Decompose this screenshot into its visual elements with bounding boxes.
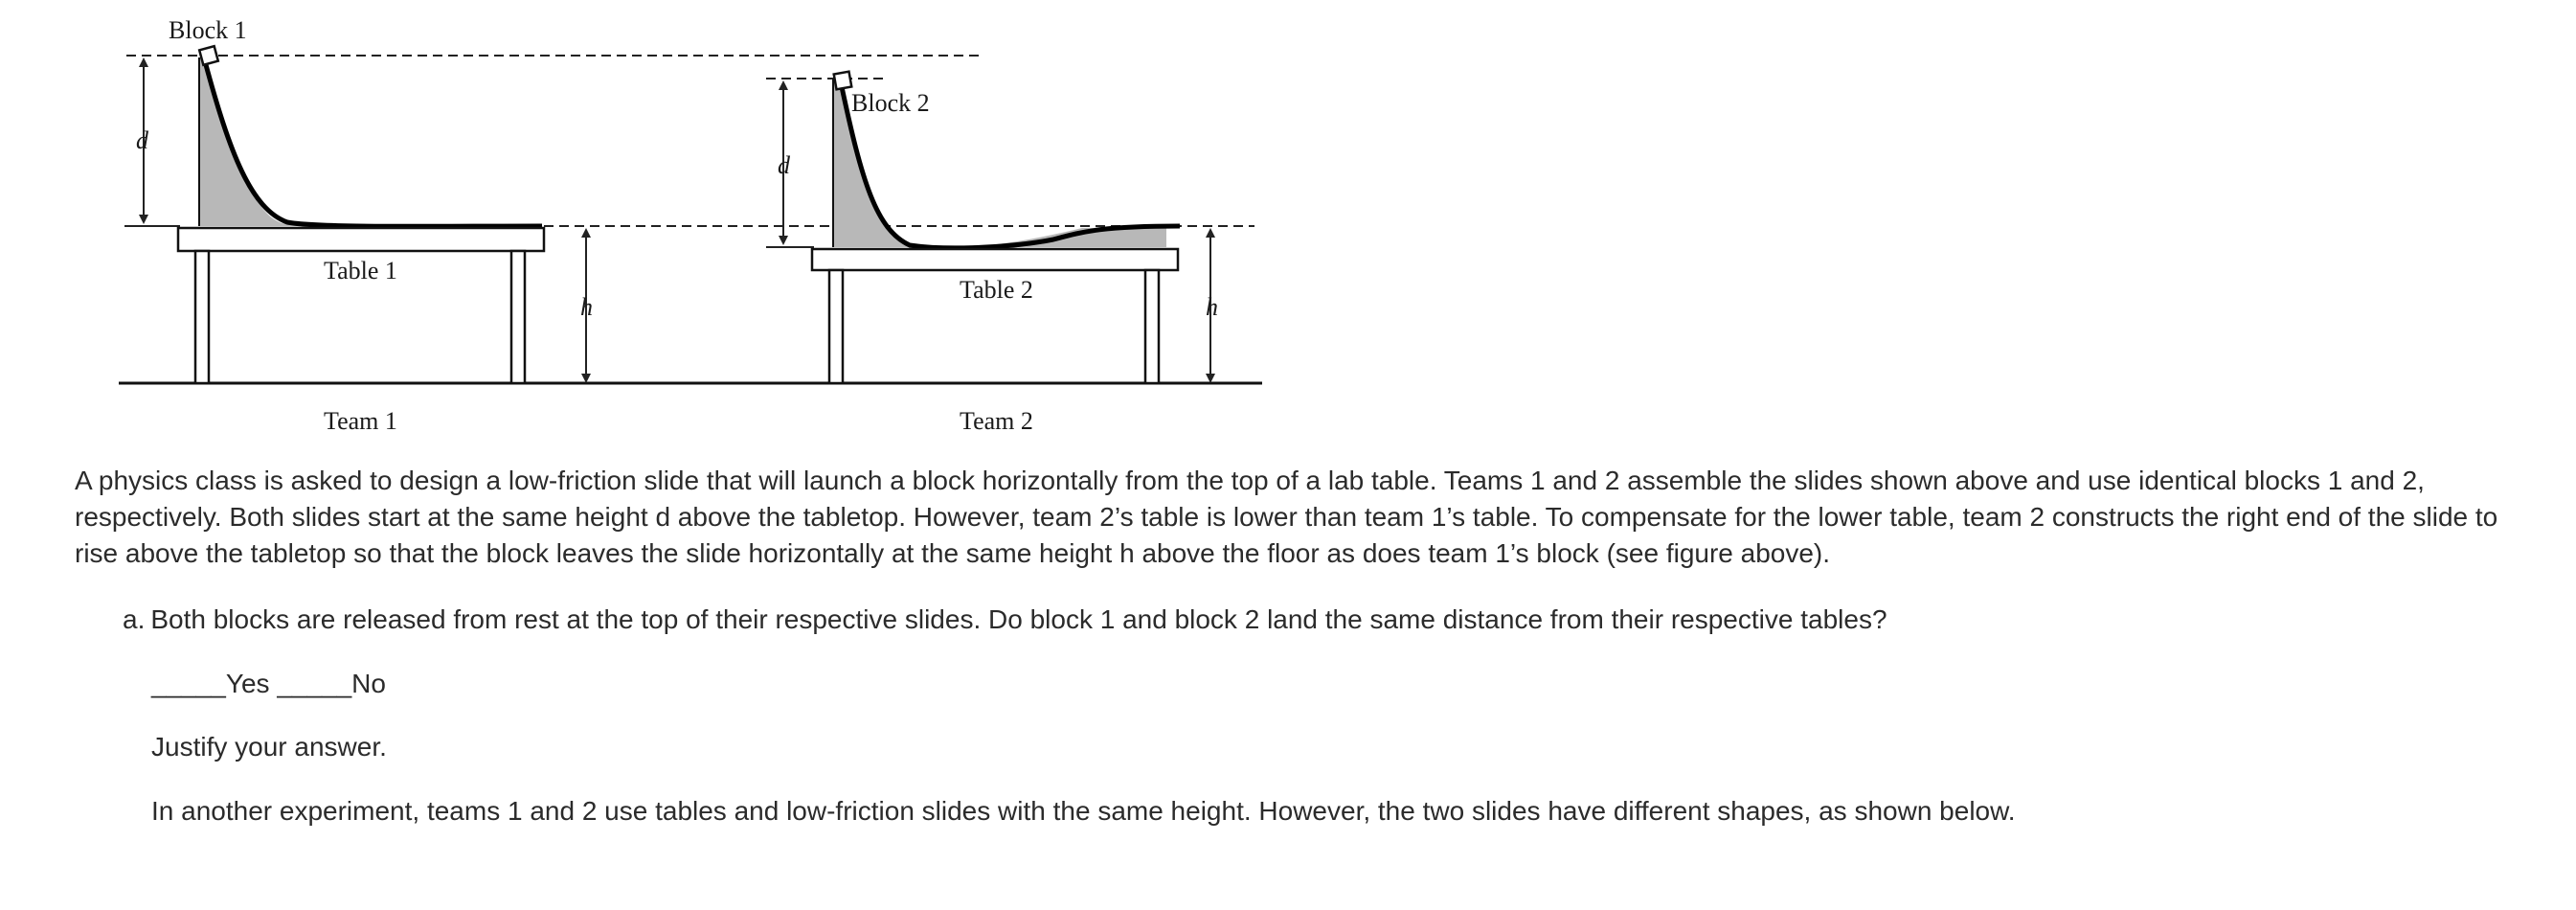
d2-label: d xyxy=(778,151,790,179)
d2-arrow-bottom xyxy=(779,236,788,245)
slide-diagram xyxy=(0,0,1283,450)
h1-label: h xyxy=(580,293,593,321)
h1-arrow-top xyxy=(581,228,591,238)
table1-left-leg xyxy=(195,251,209,383)
table1-label: Table 1 xyxy=(324,257,397,284)
team2-label: Team 2 xyxy=(960,407,1033,435)
team1-label: Team 1 xyxy=(324,407,397,435)
table2-top xyxy=(812,249,1178,270)
table2-right-leg xyxy=(1145,270,1159,383)
another-experiment-text: In another experiment, teams 1 and 2 use tables and low-friction slides with the same height. However, the two slides have different shapes, as shown below. xyxy=(151,796,2016,826)
block1 xyxy=(199,46,218,65)
h2-arrow-top xyxy=(1206,228,1215,238)
yes-no-answer-options: _____Yes _____No xyxy=(151,669,386,698)
h2-label: h xyxy=(1206,293,1218,321)
question-a-text: Both blocks are released from rest at the top of their respective slides. Do block 1 and block 2 land the same distance from their respective tables? xyxy=(150,604,1887,634)
block2 xyxy=(834,72,852,90)
slide1 xyxy=(199,57,542,226)
justify-prompt: Justify your answer. xyxy=(151,732,387,762)
d2-arrow-top xyxy=(779,80,788,90)
problem-intro: A physics class is asked to design a low-friction slide that will launch a block horizontally from the top of a lab table. Teams 1 and 2 assemble the slides shown above and use identical blocks 1 and 2, respectively. Both slides start at the same height d above the tabletop. However, team 2’s table is lower than team 1’s table. To compensate for the lower table, team 2 constructs the right end of the slide to rise above the tabletop so that the block leaves the slide horizontally at the same height h above the floor as does team 1’s block (see figure above). xyxy=(75,466,2498,568)
table2-left-leg xyxy=(829,270,843,383)
table1-right-leg xyxy=(511,251,525,383)
block2-label: Block 2 xyxy=(851,89,930,117)
question-a xyxy=(123,602,2497,638)
block1-label: Block 1 xyxy=(169,16,247,44)
d1-label: d xyxy=(136,126,148,154)
d1-arrow-bottom xyxy=(139,215,148,224)
question-a-letter: a. xyxy=(123,604,146,634)
table1-top xyxy=(178,228,544,251)
table2-label: Table 2 xyxy=(960,276,1033,304)
d1-arrow-top xyxy=(139,57,148,67)
